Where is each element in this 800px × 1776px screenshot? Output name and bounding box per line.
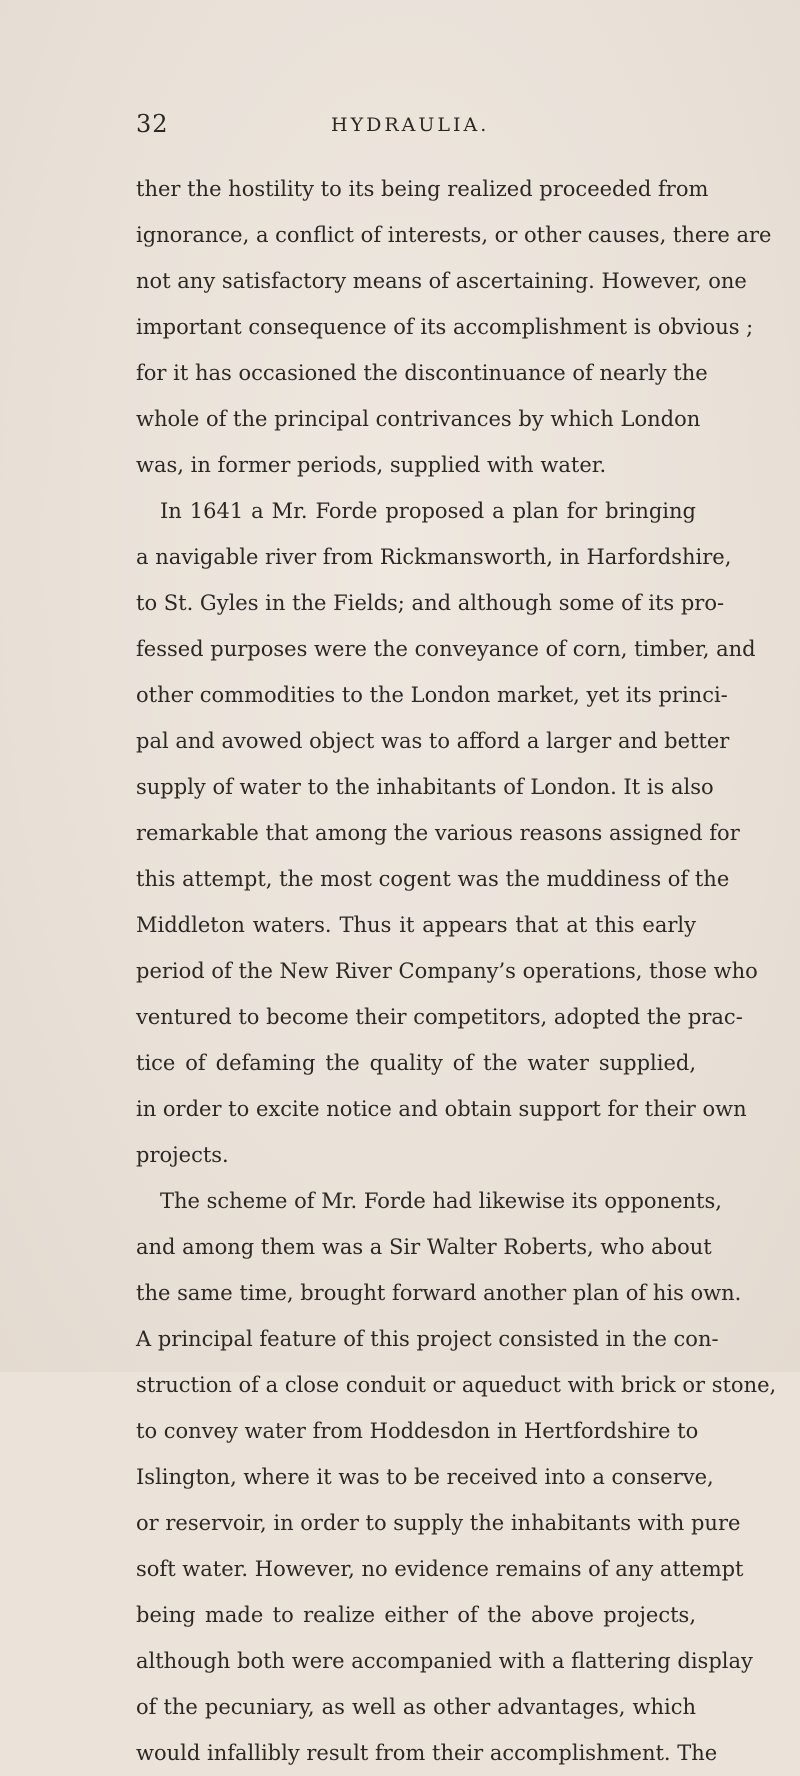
text-line: to convey water from Hoddesdon in Hertfordshire to [136,1419,699,1443]
text-line: projects. [136,1143,229,1167]
text-line: pal and avowed object was to afford a larger and better [136,729,730,753]
text-line: in order to excite notice and obtain support for their own [136,1097,747,1121]
text-line: a navigable river from Rickmansworth, in Harfordshire, [136,545,732,569]
text-line: Middleton waters. Thus it appears that at this early [136,913,696,937]
text-line: would infallibly result from their accomplishment. The [136,1741,718,1765]
text-line: period of the New River Company’s operations, those who [136,959,758,983]
body-text [136,166,777,1776]
text-line: soft water. However, no evidence remains of any attempt [136,1557,744,1581]
page-header [136,110,696,144]
text-line: struction of a close conduit or aqueduct with brick or stone, [136,1373,777,1397]
text-line: to St. Gyles in the Fields; and although some of its pro- [136,591,725,615]
text-line: The scheme of Mr. Forde had likewise its opponents, [160,1189,722,1213]
text-line: not any satisfactory means of ascertaining. However, one [136,269,747,293]
text-line: of the pecuniary, as well as other advantages, which [136,1695,696,1719]
text-line: being made to realize either of the above projects, [136,1603,696,1627]
text-line: A principal feature of this project consisted in the con- [136,1327,719,1351]
text-line: was, in former periods, supplied with water. [136,453,607,477]
text-line: ventured to become their competitors, adopted the prac- [136,1005,743,1029]
text-line: the same time, brought forward another plan of his own. [136,1281,742,1305]
text-line: or reservoir, in order to supply the inhabitants with pure [136,1511,741,1535]
text-line: tice of defaming the quality of the water supplied, [136,1051,696,1075]
text-line: although both were accompanied with a flattering display [136,1649,753,1673]
text-line: fessed purposes were the conveyance of corn, timber, and [136,637,756,661]
text-line: ther the hostility to its being realized proceeded from [136,177,709,201]
text-line: supply of water to the inhabitants of London. It is also [136,775,714,799]
text-line: In 1641 a Mr. Forde proposed a plan for bringing [160,499,696,523]
page-number: 32 [136,110,169,138]
text-line: and among them was a Sir Walter Roberts, who about [136,1235,712,1259]
text-line: other commodities to the London market, yet its princi- [136,683,728,707]
text-line: ignorance, a conflict of interests, or other causes, there are [136,223,772,247]
text-line: this attempt, the most cogent was the muddiness of the [136,867,730,891]
text-line: remarkable that among the various reasons assigned for [136,821,740,845]
running-head: HYDRAULIA. [331,114,490,136]
text-line: whole of the principal contrivances by which London [136,407,701,431]
text-line: Islington, where it was to be received into a conserve, [136,1465,714,1489]
text-line: important consequence of its accomplishment is obvious ; [136,315,754,339]
text-line: for it has occasioned the discontinuance of nearly the [136,361,708,385]
